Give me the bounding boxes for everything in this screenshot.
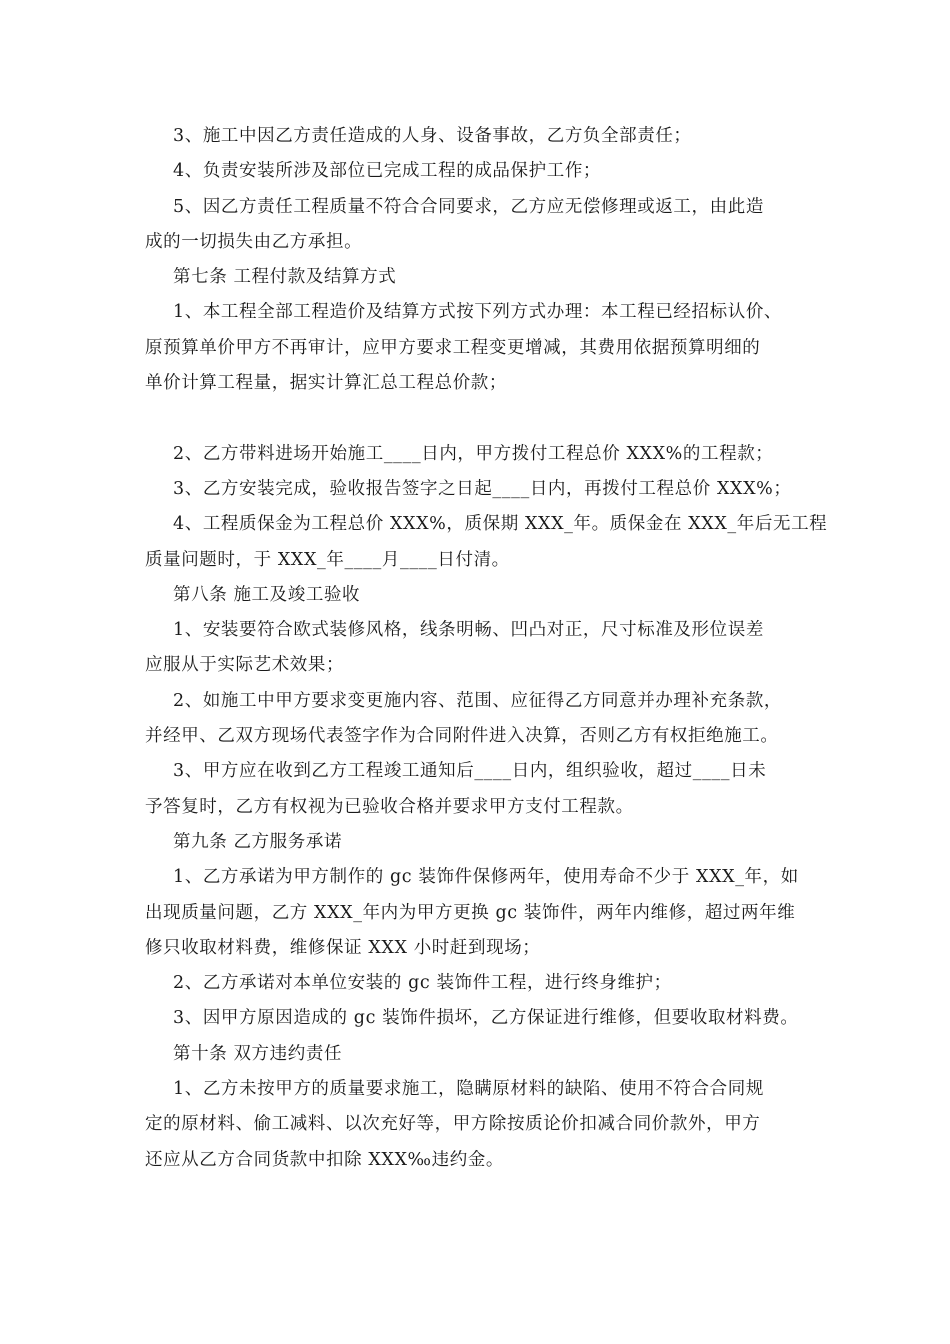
text-line: 4、负责安装所涉及部位已完成工程的成品保护工作； bbox=[173, 161, 602, 182]
text-line: 定的原材料、偷工减料、以次充好等，甲方除按质论价扣减合同价款外，甲方 bbox=[145, 1114, 761, 1135]
text-line: 第七条 工程付款及结算方式 bbox=[173, 267, 397, 288]
text-line: 单价计算工程量，据实计算汇总工程总价款； bbox=[145, 373, 507, 394]
text-line: 3、甲方应在收到乙方工程竣工通知后____日内，组织验收，超过____日未 bbox=[173, 761, 767, 782]
text-line: 2、乙方承诺对本单位安装的 gc 装饰件工程，进行终身维护； bbox=[173, 973, 672, 994]
text-line: 2、如施工中甲方要求变更施内容、范围、应征得乙方同意并办理补充条款， bbox=[173, 690, 783, 711]
text-line: 并经甲、乙双方现场代表签字作为合同附件进入决算，否则乙方有权拒绝施工。 bbox=[145, 726, 779, 747]
text-line: 1、乙方未按甲方的质量要求施工，隐瞒原材料的缺陷、使用不符合合同规 bbox=[173, 1079, 764, 1100]
document-body bbox=[145, 119, 828, 1178]
text-line: 1、本工程全部工程造价及结算方式按下列方式办理：本工程已经招标认价、 bbox=[173, 302, 783, 323]
document-page bbox=[145, 119, 828, 1178]
text-line: 1、乙方承诺为甲方制作的 gc 装饰件保修两年，使用寿命不少于 XXX_年，如 bbox=[173, 867, 799, 888]
text-line: 还应从乙方合同货款中扣除 XXX‰违约金。 bbox=[145, 1149, 505, 1170]
text-line: 第九条 乙方服务承诺 bbox=[173, 831, 343, 852]
text-line: 3、乙方安装完成，验收报告签字之日起____日内，再拨付工程总价 XXX%； bbox=[173, 478, 792, 499]
text-line: 应服从于实际艺术效果； bbox=[145, 655, 345, 676]
text-line: 第八条 施工及竣工验收 bbox=[173, 584, 361, 605]
text-line: 4、工程质保金为工程总价 XXX%，质保期 XXX_年。质保金在 XXX_年后无工程 bbox=[173, 514, 828, 535]
text-line: 5、因乙方责任工程质量不符合合同要求，乙方应无偿修理或返工，由此造 bbox=[173, 196, 764, 217]
text-line: 2、乙方带料进场开始施工____日内，甲方拨付工程总价 XXX%的工程款； bbox=[173, 443, 774, 464]
text-line: 出现质量问题，乙方 XXX_年内为甲方更换 gc 装饰件，两年内维修，超过两年维 bbox=[145, 902, 796, 923]
text-line: 修只收取材料费，维修保证 XXX 小时赶到现场； bbox=[145, 937, 541, 958]
text-line: 原预算单价甲方不再审计，应甲方要求工程变更增减，其费用依据预算明细的 bbox=[145, 337, 761, 358]
text-line: 3、因甲方原因造成的 gc 装饰件损坏，乙方保证进行维修，但要收取材料费。 bbox=[173, 1008, 799, 1029]
text-line: 1、安装要符合欧式装修风格，线条明畅、凹凸对正，尺寸标准及形位误差 bbox=[173, 620, 764, 641]
blank-line bbox=[145, 401, 815, 436]
text-line: 质量问题时，于 XXX_年____月____日付清。 bbox=[145, 549, 510, 570]
text-line: 予答复时，乙方有权视为已验收合格并要求甲方支付工程款。 bbox=[145, 796, 634, 817]
text-line: 第十条 双方违约责任 bbox=[173, 1043, 343, 1064]
text-line: 3、施工中因乙方责任造成的人身、设备事故，乙方负全部责任； bbox=[173, 126, 692, 146]
text-line: 成的一切损失由乙方承担。 bbox=[145, 231, 363, 252]
